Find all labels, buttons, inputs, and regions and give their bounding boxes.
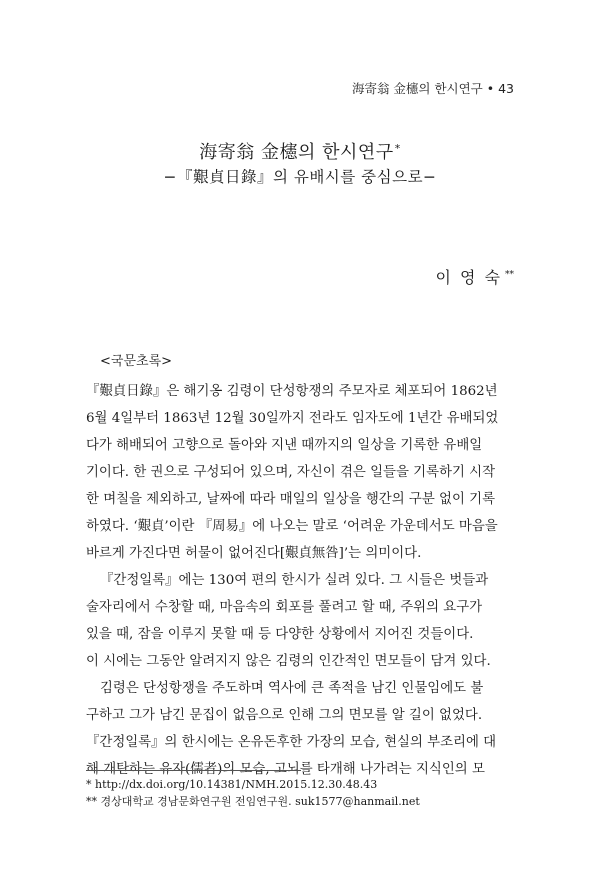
- body-line: 있을 때, 잠을 이루지 못할 때 등 다양한 상황에서 지어진 것들이다.: [86, 627, 474, 642]
- body-line: 김령은 단성항쟁을 주도하며 역사에 큰 족적을 남긴 인물임에도 불: [100, 681, 484, 696]
- body-line: 구하고 그가 남긴 문집이 없음으로 인해 그의 면모를 알 길이 없었다.: [86, 708, 483, 723]
- article-title-text: 海寄翁 金櫶의 한시연구: [199, 142, 394, 163]
- author-footnote-marker: **: [505, 270, 514, 280]
- running-head: 海寄翁 金櫶의 한시연구 • 43: [351, 81, 514, 96]
- body-line: 『간정일록』에는 130여 편의 한시가 실려 있다. 그 시들은 벗들과: [100, 573, 489, 588]
- body-line: 하였다. ‘艱貞’이란 『周易』에 나오는 말로 ‘어려운 가운데서도 마음을: [86, 519, 498, 534]
- footnote-divider: [86, 770, 301, 771]
- body-line: 바르게 가진다면 허물이 없어진다[艱貞無咎]’는 의미이다.: [86, 546, 422, 561]
- footnote-doi: * http://dx.doi.org/10.14381/NMH.2015.12.30.48.43: [86, 778, 378, 791]
- author-name: 이 영 숙: [435, 268, 502, 287]
- article-title: [0, 138, 600, 164]
- article-subtitle: −『艱貞日錄』의 유배시를 중심으로−: [163, 168, 437, 186]
- author: [435, 265, 514, 288]
- body-line: 다가 해배되어 고향으로 돌아와 지낸 때까지의 일상을 기록한 유배일: [86, 438, 483, 453]
- body-line: 한 며칠을 제외하고, 날짜에 따라 매일의 일상을 행간의 구분 없이 기록: [86, 492, 496, 507]
- abstract-heading: <국문초록>: [100, 354, 173, 369]
- footnote-author-affiliation: ** 경상대학교 경남문화연구원 전임연구원. suk1577@hanmail.net: [86, 795, 420, 808]
- body-line: 해 개탄하는 유자(儒者)의 모습, 고뇌를 타개해 나가려는 지식인의 모: [86, 762, 485, 777]
- body-line: 이 시에는 그동안 알려지지 않은 김령의 인간적인 면모들이 담겨 있다.: [86, 654, 491, 669]
- body-line: 『艱貞日錄』은 해기옹 김령이 단성항쟁의 주모자로 체포되어 1862년: [86, 384, 498, 399]
- body-line: 6월 4일부터 1863년 12월 30일까지 전라도 임자도에 1년간 유배되었: [86, 411, 499, 426]
- abstract-body: [86, 378, 516, 783]
- footnotes: [86, 776, 526, 810]
- title-footnote-marker: *: [394, 142, 401, 155]
- body-line: 기이다. 한 권으로 구성되어 있으며, 자신이 겪은 일들을 기록하기 시작: [86, 465, 496, 480]
- body-line: 『간정일록』의 한시에는 온유돈후한 가장의 모습, 현실의 부조리에 대: [86, 735, 497, 750]
- body-line: 술자리에서 수창할 때, 마음속의 회포를 풀려고 할 때, 주위의 요구가: [86, 600, 483, 615]
